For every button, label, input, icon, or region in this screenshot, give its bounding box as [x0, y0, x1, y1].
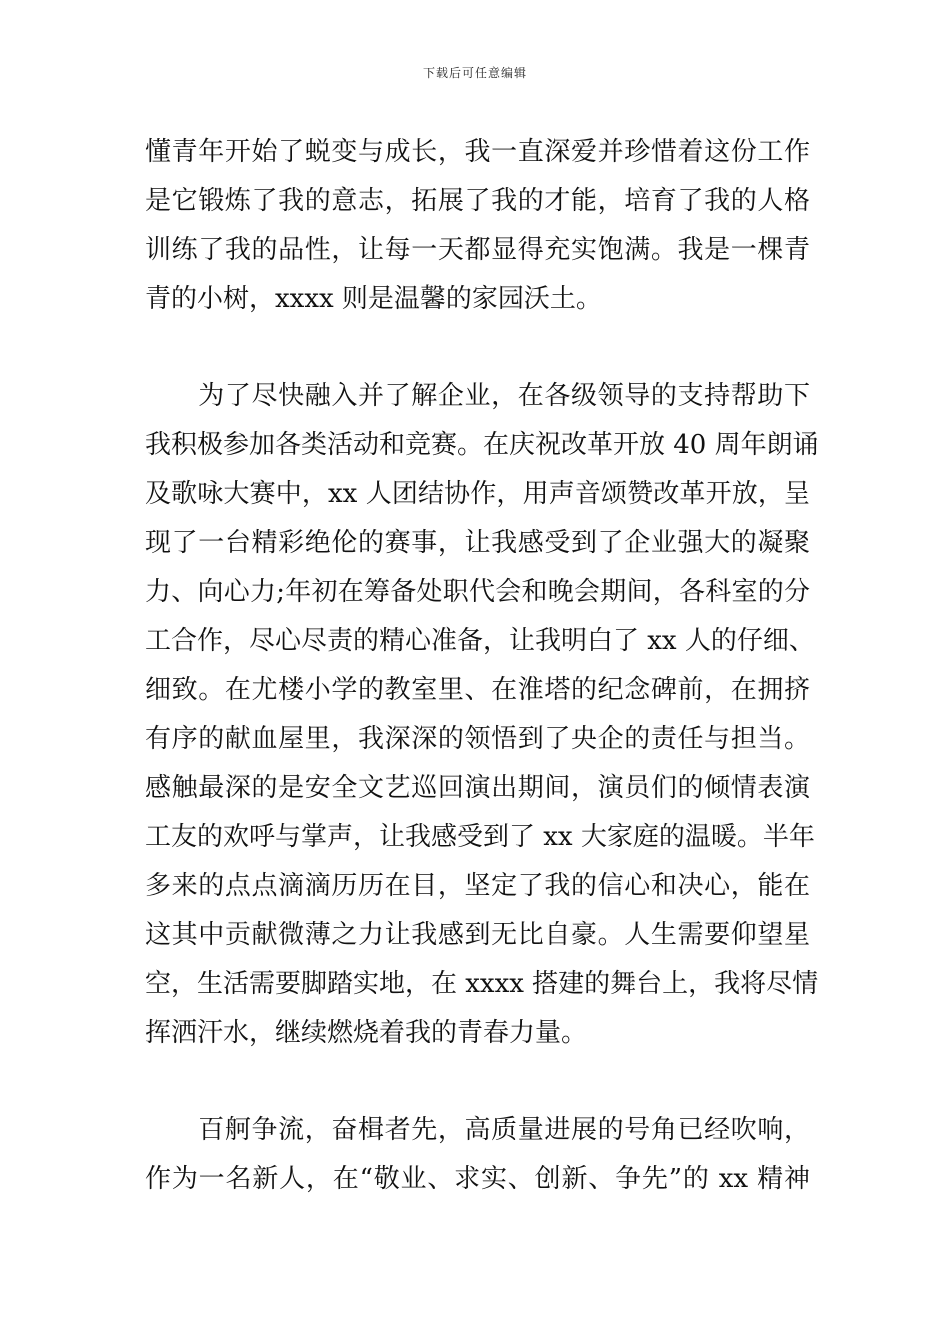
paragraph-line: 工友的欢呼与掌声，让我感受到了 xx 大家庭的温暖。半年: [145, 822, 815, 852]
paragraph-line: 是它锻炼了我的意志，拓展了我的才能，培育了我的人格: [145, 186, 810, 216]
paragraph-line: 有序的献血屋里，我深深的领悟到了央企的责任与担当。: [145, 724, 810, 754]
paragraph-line: 多来的点点滴滴历历在目，坚定了我的信心和决心，能在: [145, 871, 810, 901]
paragraph-line: 青的小树，xxxx 则是温馨的家园沃土。: [145, 284, 602, 314]
paragraph-line: 为了尽快融入并了解企业，在各级领导的支持帮助下: [145, 381, 810, 411]
paragraph-line: 现了一台精彩绝伦的赛事，让我感受到了企业强大的凝聚: [145, 528, 810, 558]
paragraph-line: 及歌咏大赛中，xx 人团结协作，用声音颂赞改革开放，呈: [145, 479, 810, 509]
paragraph-line: 我积极参加各类活动和竞赛。在庆祝改革开放 40 周年朗诵: [145, 430, 819, 460]
paragraph-line: 空，生活需要脚踏实地，在 xxxx 搭建的舞台上，我将尽情: [145, 969, 819, 999]
paragraph-line: 懂青年开始了蜕变与成长，我一直深爱并珍惜着这份工作: [145, 137, 810, 167]
paragraph-spacer: [145, 1058, 810, 1106]
paragraph-line: 力、向心力;年初在筹备处职代会和晚会期间，各科室的分: [145, 577, 810, 607]
document-body: [145, 128, 819, 1204]
paragraph-line: 感触最深的是安全文艺巡回演出期间，演员们的倾情表演: [145, 773, 810, 803]
page-header: 下载后可任意编辑: [422, 66, 527, 80]
paragraph-spacer: [145, 324, 810, 372]
paragraph-line: 训练了我的品性，让每一天都显得充实饱满。我是一棵青: [145, 235, 810, 265]
paragraph-line: 这其中贡献微薄之力让我感到无比自豪。人生需要仰望星: [145, 920, 810, 950]
paragraph-line: 百舸争流，奋楫者先，高质量进展的号角已经吹响，: [145, 1115, 810, 1145]
paragraph-line: 挥洒汗水，继续燃烧着我的青春力量。: [145, 1018, 588, 1048]
paragraph-3: [145, 1106, 810, 1204]
paragraph-line: 工合作，尽心尽责的精心准备，让我明白了 xx 人的仔细、: [145, 626, 815, 656]
paragraph-line: 细致。在尤楼小学的教室里、在淮塔的纪念碑前，在拥挤: [145, 675, 810, 705]
paragraph-2: [145, 372, 819, 1058]
paragraph-line: 作为一名新人，在“敬业、求实、创新、争先”的 xx 精神: [145, 1164, 810, 1194]
paragraph-1: [145, 128, 810, 324]
